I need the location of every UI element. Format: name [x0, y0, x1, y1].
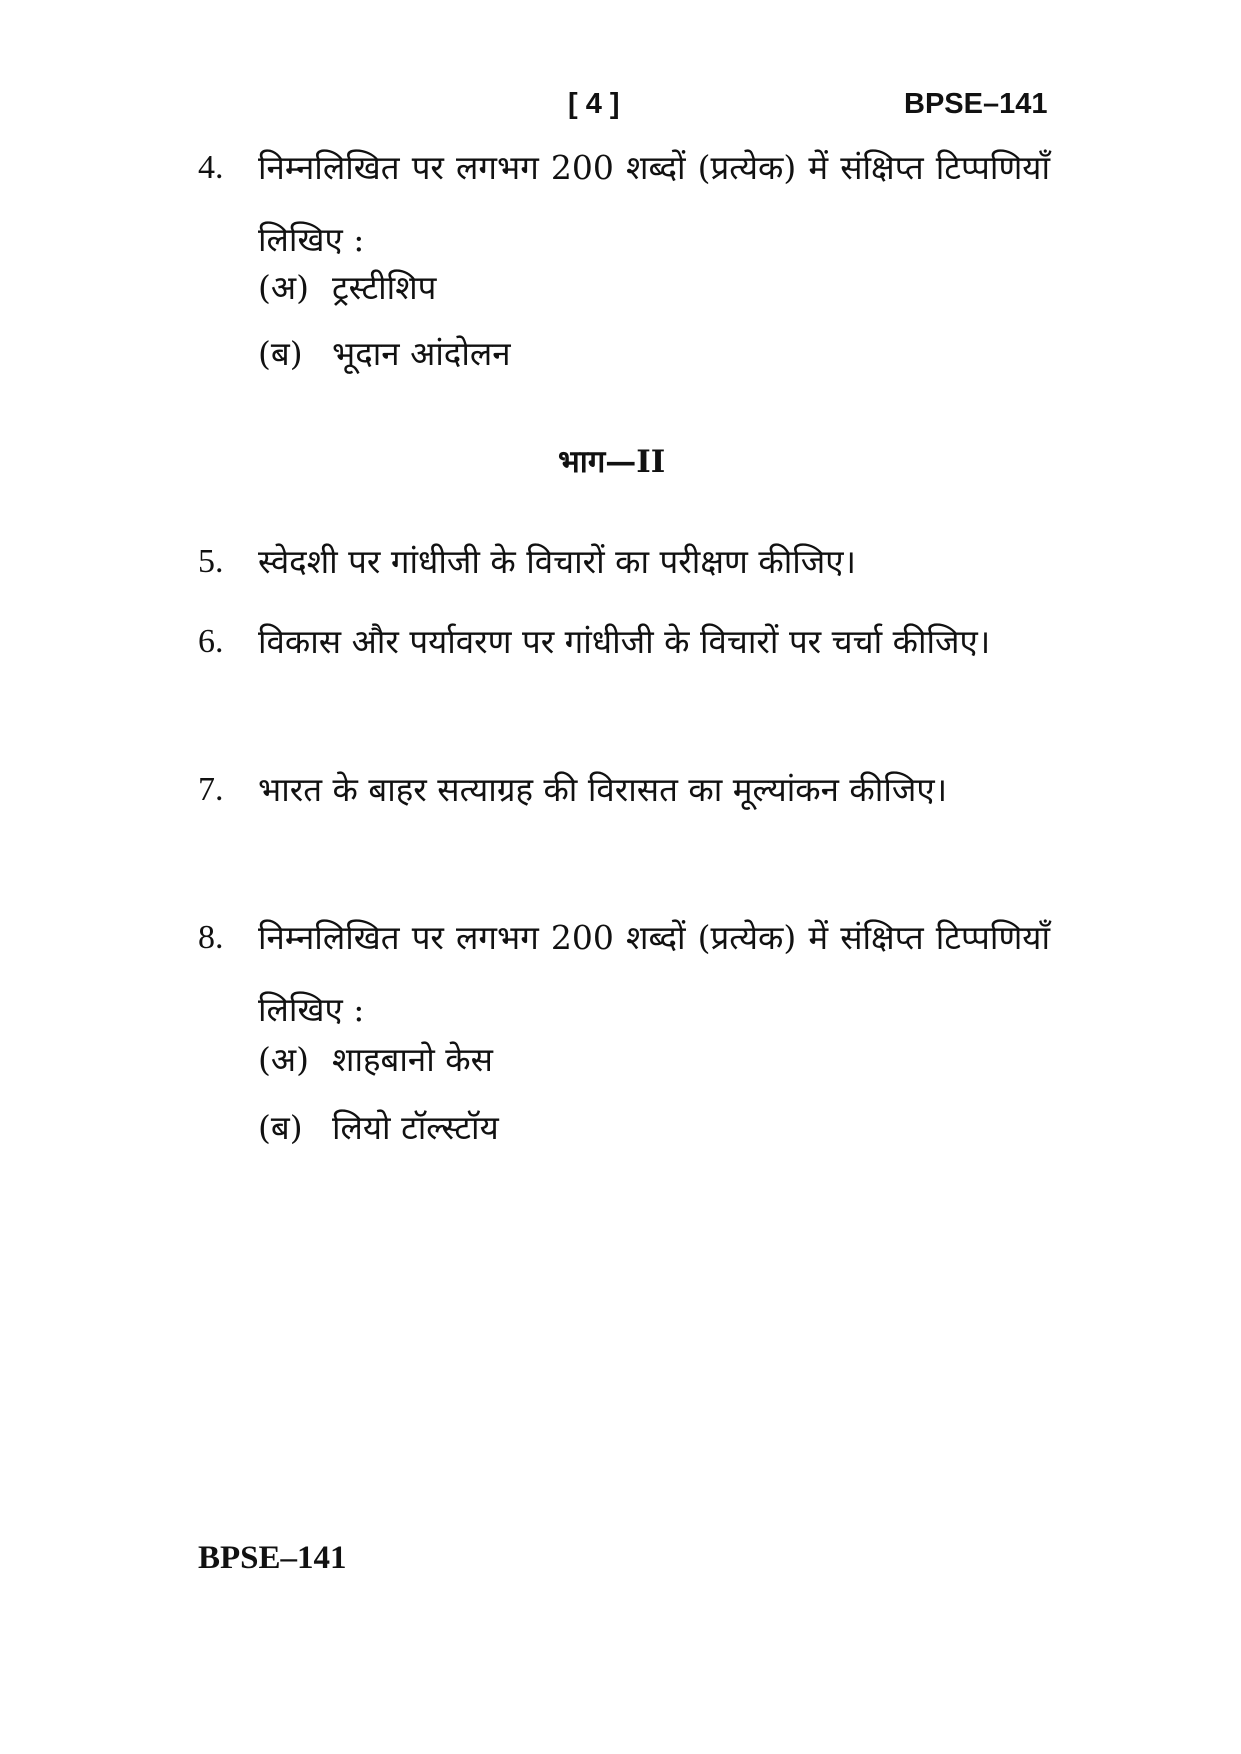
question-text: भारत के बाहर सत्याग्रह की विरासत का मूल्यांकन कीजिए।: [258, 770, 948, 809]
page-number: [ 4 ]: [568, 88, 620, 120]
part-text: भूदान आंदोलन: [332, 334, 511, 373]
question-text: स्वेदशी पर गांधीजी के विचारों का परीक्षण कीजिए।: [258, 542, 857, 581]
question-number: 6.: [198, 623, 224, 660]
question-8-part-b: [258, 1092, 499, 1164]
question-text: विकास और पर्यावरण पर गांधीजी के विचारों पर चर्चा कीजिए।: [258, 622, 991, 661]
part-text: ट्रस्टीशिप: [332, 268, 437, 307]
question-6: [198, 606, 1050, 678]
question-number: 8.: [198, 919, 224, 956]
part-mark: (अ): [258, 268, 309, 307]
course-code-header: BPSE–141: [904, 88, 1048, 120]
question-number: 5.: [198, 543, 224, 580]
part-mark: (ब): [258, 1108, 303, 1147]
question-number: 4.: [198, 149, 224, 186]
question-4-part-a: [258, 252, 436, 324]
question-8-part-a: [258, 1024, 493, 1096]
part-text: शाहबानो केस: [332, 1040, 493, 1079]
course-code-footer: BPSE–141: [198, 1540, 347, 1576]
question-7: [198, 754, 1050, 826]
question-text: निम्नलिखित पर लगभग 200 शब्दों (प्रत्येक) में संक्षिप्त टिप्पणियाँ लिखिए :: [258, 148, 1050, 259]
part-mark: (ब): [258, 334, 303, 373]
part-mark: (अ): [258, 1040, 309, 1079]
question-text: निम्नलिखित पर लगभग 200 शब्दों (प्रत्येक) में संक्षिप्त टिप्पणियाँ लिखिए :: [258, 918, 1050, 1029]
section-heading: भाग—II: [558, 444, 666, 480]
question-4-part-b: [258, 318, 511, 390]
part-text: लियो टॉल्स्टॉय: [332, 1108, 499, 1147]
question-number: 7.: [198, 771, 224, 808]
question-5: [198, 526, 1050, 598]
